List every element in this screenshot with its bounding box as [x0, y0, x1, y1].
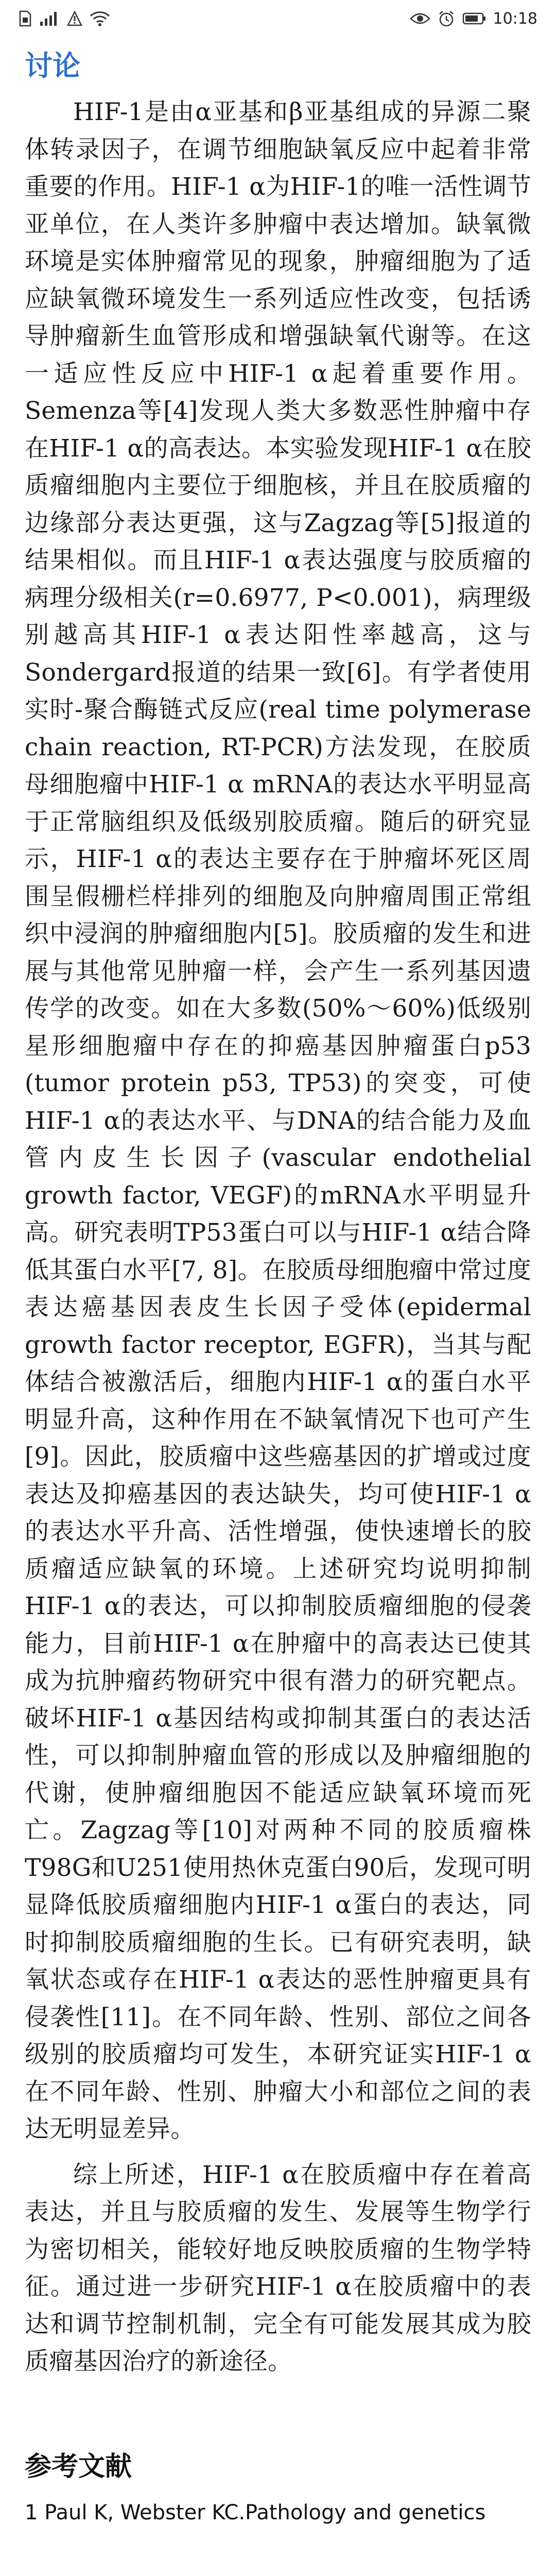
status-bar	[0, 0, 556, 37]
sim-icon	[19, 10, 32, 27]
status-icons-left	[19, 10, 110, 27]
battery-icon	[462, 12, 486, 25]
eye-icon	[410, 11, 430, 26]
alarm-icon	[438, 10, 455, 27]
status-time: 10:18	[493, 9, 537, 28]
section-title: 讨论	[25, 49, 80, 82]
discussion-paragraph-1: HIF-1是由α亚基和β亚基组成的异源二聚体转录因子，在调节细胞缺氧反应中起着非常重要的作用。HIF-1 α为HIF-1的唯一活性调节亚单位，在人类许多肿瘤中表达增加。缺氧微环境是实体肿瘤常见的现象，肿瘤细胞为了适应缺氧微环境发生一系列适应性改变，包括诱导肿瘤新生血管形成和增强缺氧代谢等。在这一适应性反应中HIF-1 α起着重要作用。Semenza等[4]发现人类大多数恶性肿瘤中存在HIF-1 α的高表达。本实验发现HIF-1 α在胶质瘤细胞内主要位于细胞核，并且在胶质瘤的边缘部分表达更强，这与Zagzag等[5]报道的结果相似。而且HIF-1 α表达强度与胶质瘤的病理分级相关(r=0.6977, P<0.001)，病理级别越高其HIF-1 α表达阳性率越高，这与Sondergard报道的结果一致[6]。有学者使用实时-聚合酶链式反应(real time polymerase chain reaction, RT-PCR)方法发现，在胶质母细胞瘤中HIF-1 α mRNA的表达水平明显高于正常脑组织及低级别胶质瘤。随后的研究显示，HIF-1 α的表达主要存在于肿瘤坏死区周围呈假栅栏样排列的细胞及向肿瘤周围正常组织中浸润的肿瘤细胞内[5]。胶质瘤的发生和进展与其他常见肿瘤一样，会产生一系列基因遗传学的改变。如在大多数(50%～60%)低级别星形细胞瘤中存在的抑癌基因肿瘤蛋白p53 (tumor protein p53, TP53)的突变，可使HIF-1 α的表达水平、与DNA的结合能力及血管内皮生长因子(vascular endothelial growth factor, VEGF)的mRNA水平明显升高。研究表明TP53蛋白可以与HIF-1 α结合降低其蛋白水平[7, 8]。在胶质母细胞瘤中常过度表达癌基因表皮生长因子受体(epidermal growth factor receptor, EGFR)，当其与配体结合被激活后，细胞内HIF-1 α的蛋白水平明显升高，这种作用在不缺氧情况下也可产生[9]。因此，胶质瘤中这些癌基因的扩增或过度表达及抑癌基因的表达缺失，均可使HIF-1 α的表达水平升高、活性增强，使快速增长的胶质瘤适应缺氧的环境。上述研究均说明抑制HIF-1 α的表达，可以抑制胶质瘤细胞的侵袭能力，目前HIF-1 α在肿瘤中的高表达已使其成为抗肿瘤药物研究中很有潜力的研究靶点。破坏HIF-1 α基因结构或抑制其蛋白的表达活性，可以抑制肿瘤血管的形成以及肿瘤细胞的代谢，使肿瘤细胞因不能适应缺氧环境而死亡。Zagzag等[10]对两种不同的胶质瘤株T98G和U251使用热休克蛋白90后，发现可明显降低胶质瘤细胞内HIF-1 α蛋白的表达，同时抑制胶质瘤细胞的生长。已有研究表明，缺氧状态或存在HIF-1 α表达的恶性肿瘤更具有侵袭性[11]。在不同年龄、性别、部位之间各级别的胶质瘤均可发生，本研究证实HIF-1 α在不同年龄、性别、肿瘤大小和部位之间的表达无明显差异。	[25, 98, 531, 2143]
discussion-paragraph-2: 综上所述，HIF-1 α在胶质瘤中存在着高表达，并且与胶质瘤的发生、发展等生物学行为密切相关，能较好地反映胶质瘤的生物学特征。通过进一步研究HIF-1 α在胶质瘤中的表达和调节控制机制，完全有可能发展其成为胶质瘤基因治疗的新途径。	[25, 2160, 531, 2376]
article-body	[25, 94, 531, 2381]
article	[25, 47, 531, 2528]
status-icons-right	[410, 10, 537, 28]
alert-icon	[67, 10, 82, 27]
wifi-icon	[90, 10, 110, 27]
reference-item: 1 Paul K, Webster KC.Pathology and genetics	[25, 2500, 486, 2524]
signal-icon	[39, 10, 60, 27]
references-title: 参考文献	[25, 2451, 132, 2482]
